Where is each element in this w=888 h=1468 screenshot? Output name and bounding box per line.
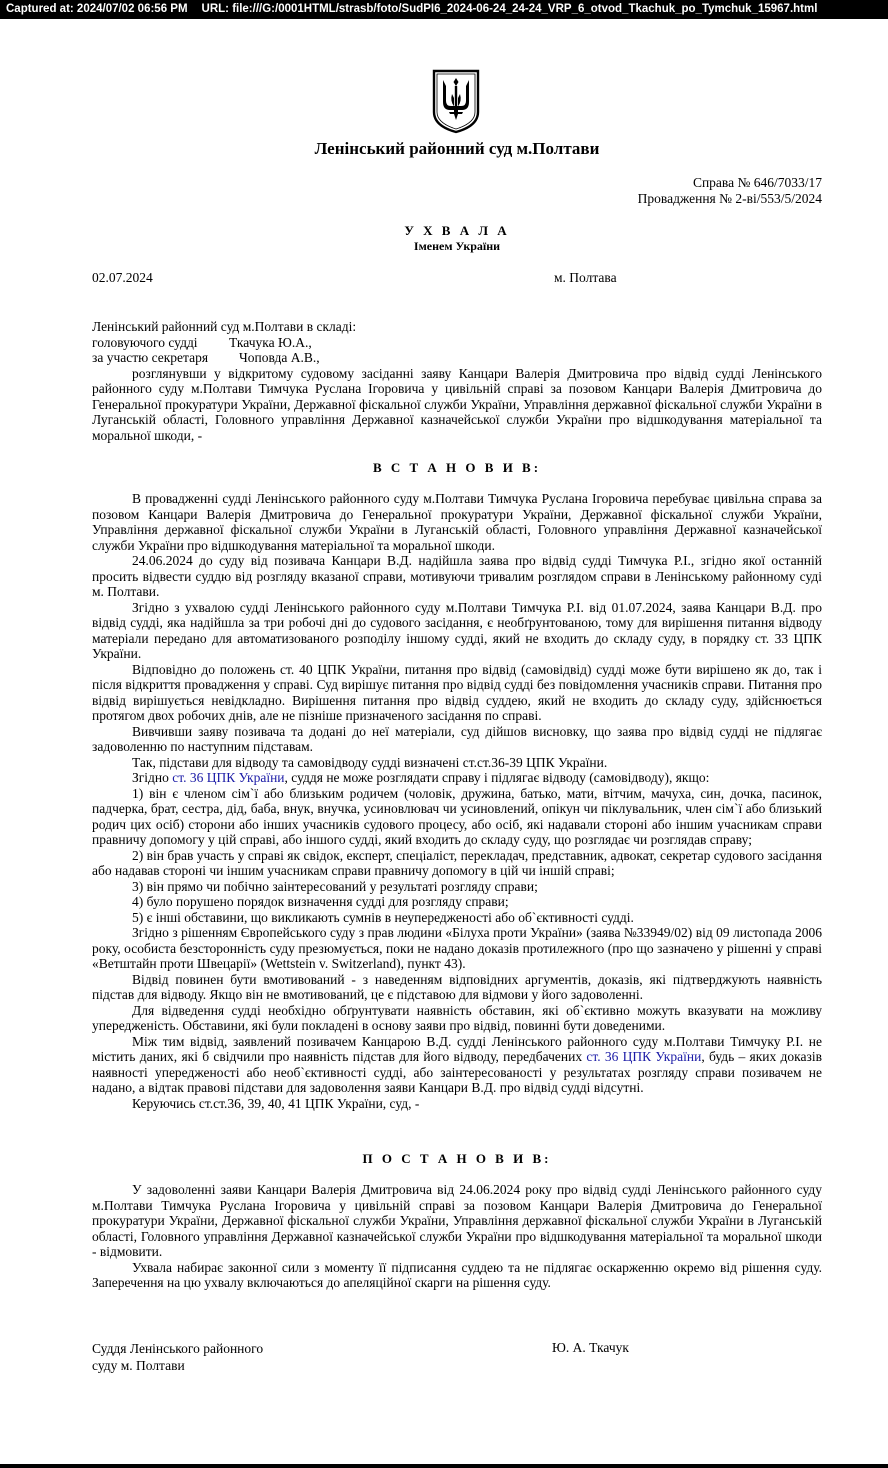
list-item: 3) він прямо чи побічно заінтересований у результаті розгляду справи; — [132, 878, 538, 894]
paragraph: Так, підстави для відводу та самовідводу судді визначені ст.ст.36-39 ЦПК України. — [132, 754, 608, 770]
paragraph: У задоволенні заяви Канцари Валерія Дмитровича від 24.06.2024 року про відвід судді Ленінського районного суду м.Полтави Тимчука Руслана Ігоровича у цивільній справі за позовом Канцари Валерія Дмитровича до Генеральної прокуратури України, Державної фіскальної служби України, Управління державної фіскальної служби України в Луганській області, Головного управління Державної казначейської служби України про відшкодування матеріальної та моральної шкоди - відмовити. — [92, 1182, 822, 1259]
document-city: м. Полтава — [554, 270, 617, 285]
text: Згідно — [132, 770, 173, 785]
considered-paragraph: розглянувши у відкритому судовому засіданні заяву Канцари Валерія Дмитровича про відвід судді Ленінського районного суду м.Полтави Тимчука Руслана Ігоровича у цивільній справі за позовом Канцари Валерія Дмитровича до Генеральної прокуратури України, Державної фіскальної служби України, Управління державної фіскальної служби України в Луганській області, Головного управління Державної казначейської служби України про відшкодування матеріальної та моральної шкоди, - — [92, 365, 822, 443]
paragraph: 24.06.2024 до суду від позивача Канцари В.Д. надійшла заява про відвід судді Тимчука Р.І., згідно якої останній просить відвести суддю від розгляду вказаної справи, мотивуючи тривалим розглядом справи в Ленінському районному суді м. Полтави. — [92, 553, 822, 599]
court-name: Ленінський районний суд м.Полтави — [314, 139, 600, 158]
case-number: Справа № 646/7033/17 — [692, 175, 822, 190]
paragraph: Ухвала набирає законної сили з моменту її підписання суддею та не підлягає оскарженню окремо від рішення суду. Заперечення на цю ухвалу включаються до апеляційної скарги на рішення суду. — [92, 1259, 822, 1290]
judge-signature-name: Ю. А. Ткачук — [552, 1340, 629, 1355]
ukraine-trident-emblem-icon — [431, 68, 481, 134]
list-item: 1) він є членом сім`ї або близьким родичем (чоловік, дружина, батько, мати, вітчим, мачуха, син, дочка, пасинок, падчерка, брат, сестра, дід, баба, внук, внучка, усиновлювач чи усиновлений, опікун чи піклувальник, член сім`ї або близький родич цих осіб) сторони або інших учасників судового процесу, або осіб, які надавали стороні або іншим учасникам справи правничу допомогу у цій справі, або іншого судді, який входить до складу суду, що розглядає чи розглядав справу; — [92, 785, 822, 847]
resolved-heading: П О С Т А Н О В И В: — [362, 1151, 552, 1166]
document-subtitle: Іменем України — [413, 239, 501, 253]
paragraph-with-link — [92, 770, 822, 786]
list-item: 4) було порушено порядок визначення судді для розгляду справи; — [132, 894, 509, 909]
secretary-row — [92, 350, 822, 366]
judge-row — [92, 335, 822, 351]
captured-at-text: Captured at: 2024/07/02 06:56 PM — [6, 3, 188, 15]
paragraph: Для відведення судді необхідно обґрунтувати наявність обставин, які об`єктивно можуть вказувати на можливу упередженість. Обставини, які були покладені в основу заяви про відвід, повинні бути доведеними. — [92, 1002, 822, 1033]
paragraph: Згідно з рішенням Європейського суду з прав людини «Білуха проти України» (заява №33949/02) від 09 листопада 2006 року, особиста безсторонність суду презюмується, поки не надано доказів протилежного (про що зазначено у рішенні у справі «Ветштайн проти Швецарії» (Wettstein v. Switzerland), пункт 43). — [92, 925, 822, 971]
law-article-link[interactable]: ст. 36 ЦПК України — [172, 770, 285, 785]
composition-section — [92, 319, 822, 443]
list-item: 2) він брав участь у справі як свідок, експерт, спеціаліст, перекладач, представник, адвокат, секретар судового засідання або надавав стороні чи іншим учасникам справи правничу допомогу в цій чи іншій справі; — [92, 847, 822, 878]
resolved-section — [92, 1182, 822, 1291]
url-text: URL: file:///G:/0001HTML/strasb/foto/SudPI6_2024-06-24_24-24_VRP_6_otvod_Tkachuk_po_Tymchuk_15967.html — [201, 3, 818, 15]
document-type: У Х В А Л А — [404, 223, 510, 238]
proceeding-number: Провадження № 2-ві/553/5/2024 — [637, 191, 822, 206]
secretary-role: за участю секретаря — [92, 350, 209, 365]
judge-name: Ткачука Ю.А., — [229, 334, 312, 350]
law-article-link[interactable]: ст. 36 ЦПК України — [586, 1049, 702, 1064]
document-date: 02.07.2024 — [92, 270, 153, 285]
signature-line: Суддя Ленінського районного — [92, 1341, 264, 1356]
text: Між тим відвід, заявлений позивачем Канцарою В.Д. судді Ленінського районного суду м.Полтави Тимчуку Р.І. не містить даних, які б свідчили про наявність підстав для його відводу, передбачених — [92, 1033, 822, 1064]
secretary-name: Чоповда А.В., — [239, 350, 320, 365]
text: , суддя не може розглядати справу і підлягає відводу (самовідводу), якщо: — [284, 770, 710, 785]
paragraph: Вивчивши заяву позивача та додані до неї матеріали, суд дійшов висновку, що заява про відвід судді не підлягає задоволенню по наступним підставам. — [92, 723, 822, 754]
text: , будь – яких доказів наявності упередженості або необ`єктивності судді, або заінтересованості у результатах розгляду справи позивачем не надано, а відтак правові підстави для задоволення заяви Канцари В.Д. про відвід судді відсутні. — [92, 1049, 822, 1095]
paragraph: Керуючись ст.ст.36, 39, 40, 41 ЦПК України, суд, - — [132, 1095, 420, 1111]
paragraph: Згідно з ухвалою судді Ленінського районного суду м.Полтави Тимчука Р.І. від 01.07.2024, заява Канцари В.Д. про відвід судді, яка надійшла за три робочі дні до судового засідання, є необґрунтованою, тому для вирішення питання відводу матеріали передано для автоматизованого розподілу іншому судді, який не входить до складу суду, в порядку ст. 33 ЦПК України. — [92, 599, 822, 661]
case-numbers — [638, 175, 822, 207]
judge-signature-title — [92, 1340, 263, 1374]
list-item: 5) є інші обставини, що викликають сумнів в неупередженості або об`єктивності судді. — [132, 909, 634, 925]
paragraph: В провадженні судді Ленінського районного суду м.Полтави Тимчука Руслана Ігоровича перебуває цивільна справа за позовом Канцари Валерія Дмитровича до Генеральної прокуратури України, Державної фіскальної служби України, Управління державної фіскальної служби України в Луганській області, Головного управління Державної казначейської служби України про відшкодування матеріальної та моральної шкоди. — [92, 491, 822, 553]
composition-line: Ленінський районний суд м.Полтави в складі: — [92, 319, 357, 334]
signature-line: суду м. Полтави — [92, 1358, 185, 1373]
established-section — [92, 491, 822, 1111]
bottom-border — [0, 1464, 888, 1468]
capture-info-bar — [0, 0, 888, 19]
paragraph: Відповідно до положень ст. 40 ЦПК України, питання про відвід (самовідвід) судді може бути вирішено як до, так і після відкриття провадження у справі. Суд вирішує питання про відвід судді без повідомлення учасників справи. Питання про відвід вирішується невідкладно. Вирішення питання про відвід суддею, який не входить до складу суду, здійснюється протягом двох робочих днів, але не пізніше призначеного засідання по справі. — [92, 661, 822, 723]
established-heading: В С Т А Н О В И В: — [372, 460, 542, 475]
judge-role: головуючого судді — [92, 334, 198, 350]
paragraph: Відвід повинен бути вмотивований - з наведенням відповідних аргументів, доказів, які підтверджують наявність підстав для відводу. Якщо він не вмотивований, це є підставою для відмови у його задоволенні. — [92, 971, 822, 1002]
paragraph-with-link — [92, 1034, 822, 1096]
